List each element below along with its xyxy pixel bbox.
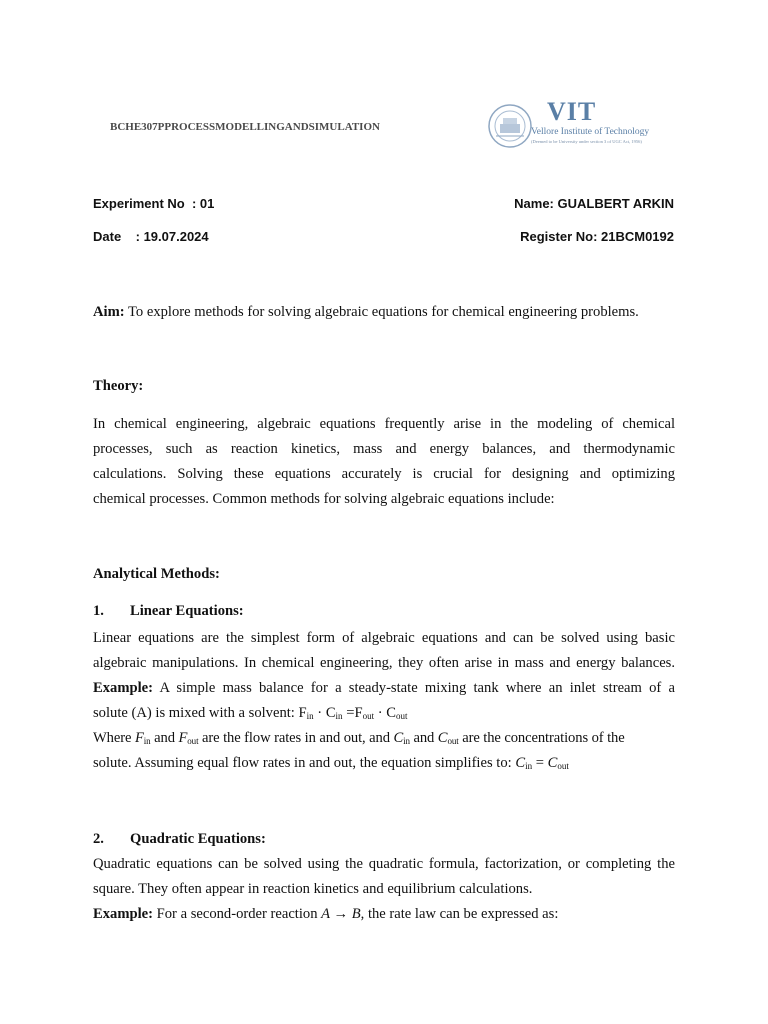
student-name: Name: GUALBERT ARKIN: [514, 196, 674, 211]
theory-line-4: chemical processes. Common methods for solving algebraic equations include:: [93, 491, 555, 507]
aim-label: Aim:: [93, 304, 125, 320]
section-number: 2.: [93, 831, 104, 847]
aim-text: To explore methods for solving algebraic equations for chemical engineering problems.: [124, 304, 639, 320]
theory-line-2: processes, such as reaction kinetics, mass and energy balances, and thermodynamic: [93, 441, 675, 457]
theory-line-3: calculations. Solving these equations accurately is crucial for designing and optimizing: [93, 466, 675, 482]
linear-example-line-2: solute (A) is mixed with a solvent: $F_{in} \cdot C_{in} =F_{out} \cdot C_{out}$: [93, 705, 408, 721]
linear-line-2: algebraic manipulations. In chemical engineering, they often arise in mass and energy balances.: [93, 655, 675, 671]
linear-line-1: Linear equations are the simplest form of algebraic equations and can be solved using basic: [93, 630, 675, 646]
linear-example-line-1: Example: A simple mass balance for a steady-state mixing tank where an inlet stream of a: [93, 680, 675, 696]
section-title: Quadratic Equations:: [130, 831, 266, 847]
theory-heading: Theory:: [93, 378, 144, 394]
quadratic-line-2: square. They often appear in reaction kinetics and equilibrium calculations.: [93, 881, 533, 897]
quadratic-example-line: Example: For a second-order reaction A → B, the rate law can be expressed as:: [93, 906, 559, 922]
reaction-expression: A → B: [321, 906, 361, 922]
logo-name: VIT: [547, 97, 597, 126]
quadratic-equations-heading: [93, 831, 266, 848]
aim-paragraph: [93, 300, 675, 325]
theory-line-1: In chemical engineering, algebraic equations frequently arise in the modeling of chemical: [93, 416, 675, 432]
experiment-date: Date : 19.07.2024: [93, 229, 209, 244]
logo-subtitle: Vellore Institute of Technology: [531, 127, 650, 137]
section-title: Linear Equations:: [130, 603, 244, 619]
course-header: BCHE307PPROCESSMODELLINGANDSIMULATION: [110, 121, 380, 133]
logo-tagline: (Deemed to be University under section 3 of UGC Act, 1956): [531, 139, 642, 144]
example-label: Example:: [93, 680, 153, 696]
linear-where-line: Where $F_{in}$ and $F_{out}$ are the flow rates in and out, and $C_{in}$ and $C_{out}$ are the concentrations of the: [93, 730, 625, 746]
linear-simplify-line: solute. Assuming equal flow rates in and out, the equation simplifies to: $C_{in} = C_{out}$: [93, 755, 569, 771]
university-seal-icon: [487, 103, 533, 149]
section-number: 1.: [93, 603, 104, 619]
experiment-number: Experiment No : 01: [93, 196, 215, 211]
linear-equations-heading: [93, 603, 244, 620]
register-number: Register No: 21BCM0192: [520, 229, 674, 244]
mass-balance-equation: $F_{in} \cdot C_{in} =F_{out} \cdot C_{out}$: [298, 705, 408, 721]
example-label: Example:: [93, 906, 153, 922]
analytical-methods-heading: Analytical Methods:: [93, 566, 220, 582]
vit-logo: [487, 97, 650, 150]
quadratic-line-1: Quadratic equations can be solved using the quadratic formula, factorization, or completing the: [93, 856, 675, 872]
